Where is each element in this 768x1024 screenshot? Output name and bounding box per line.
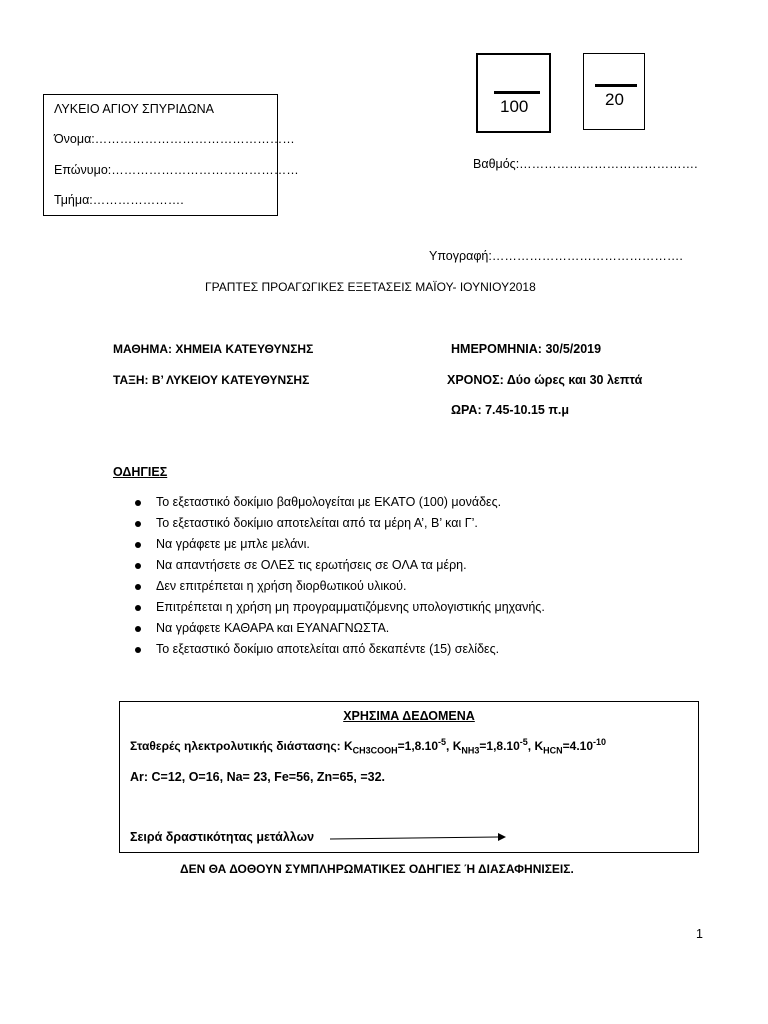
- list-item: Δεν επιτρέπεται η χρήση διορθωτικού υλικού.: [129, 576, 545, 597]
- score-box-scaled: [583, 53, 645, 130]
- bullet-icon: [135, 647, 141, 653]
- fraction-bar: [595, 84, 637, 87]
- useful-data-title: ΧΡΗΣΙΜΑ ΔΕΔΟΜΕΝΑ: [343, 709, 475, 723]
- activity-series-label: Σειρά δραστικότητας μετάλλων: [130, 830, 315, 844]
- student-info-box: [43, 94, 299, 216]
- exam-title: ΓΡΑΠΤΕΣ ΠΡΟΑΓΩΓΙΚΕΣ ΕΞΕΤΑΣΕΙΣ ΜΑΪΟΥ- ΙΟΥΝΙΟΥ2018: [205, 280, 536, 294]
- list-item: Επιτρέπεται η χρήση μη προγραμματιζόμενης υπολογιστικής μηχανής.: [129, 597, 545, 618]
- bullet-icon: [135, 542, 141, 548]
- bullet-icon: [135, 626, 141, 632]
- list-item: Το εξεταστικό δοκίμιο αποτελείται από δεκαπέντε (15) σελίδες.: [129, 639, 545, 660]
- list-item: Το εξεταστικό δοκίμιο αποτελείται από τα μέρη Α’, Β’ και Γ’.: [129, 513, 545, 534]
- bullet-icon: [135, 521, 141, 527]
- grade-line: Βαθμός:…………………………………….: [473, 157, 698, 171]
- duration-label: ΧΡΟΝΟΣ: Δύο ώρες και 30 λεπτά: [447, 373, 643, 387]
- bullet-icon: [135, 605, 141, 611]
- score-box-total: [476, 53, 551, 133]
- useful-data-box: [119, 701, 699, 853]
- instructions-list: [129, 492, 545, 660]
- list-item: Να γράφετε με μπλε μελάνι.: [129, 534, 545, 555]
- constants-line: Σταθερές ηλεκτρολυτικής διάστασης: $K_{CH3COOH}=1,8.10^{-5}$, $K_{NH3}=1,8.10^{-5}$, $K_{HCN}=4.10^{-10}$: [130, 737, 607, 756]
- score-scaled: 20: [605, 90, 624, 109]
- bullet-icon: [135, 500, 141, 506]
- instructions-heading: ΟΔΗΓΙΕΣ: [113, 465, 168, 479]
- bullet-icon: [135, 584, 141, 590]
- date-label: ΗΜΕΡΟΜΗΝΙΑ: 30/5/2019: [451, 342, 602, 356]
- atomic-masses: Ar: C=12, O=16, Na= 23, Fe=56, Zn=65, =32.: [130, 770, 386, 784]
- signature-line: Υπογραφή:……………………………………….: [429, 249, 683, 263]
- list-item: Να γράφετε ΚΑΘΑΡΑ και ΕΥΑΝΑΓΝΩΣΤΑ.: [129, 618, 545, 639]
- fraction-bar: [494, 91, 540, 94]
- last-name-field: Επώνυμο:………………………………………: [54, 163, 299, 177]
- arrow-icon: [330, 832, 506, 844]
- list-item: Να απαντήσετε σε ΟΛΕΣ τις ερωτήσεις σε ΟΛΑ τα μέρη.: [129, 555, 545, 576]
- first-name-field: Όνομα:…………………………………………: [54, 132, 295, 146]
- class-label: ΤΑΞΗ: Β’ ΛΥΚΕΙΟΥ ΚΑΤΕΥΘΥΝΣΗΣ: [113, 373, 310, 387]
- bullet-icon: [135, 563, 141, 569]
- score-total: 100: [500, 97, 529, 116]
- footer-note: ΔΕΝ ΘΑ ΔΟΘΟΥΝ ΣΥΜΠΛΗΡΩΜΑΤΙΚΕΣ ΟΔΗΓΙΕΣ Ή ΔΙΑΣΑΦΗΝΙΣΕΙΣ.: [180, 862, 574, 876]
- subject-label: ΜΑΘΗΜΑ: ΧΗΜΕΙΑ ΚΑΤΕΥΘΥΝΣΗΣ: [113, 342, 314, 356]
- time-label: ΩΡΑ: 7.45-10.15 π.μ: [451, 403, 570, 417]
- school-name: ΛΥΚΕΙΟ ΑΓΙΟΥ ΣΠΥΡΙΔΩΝΑ: [54, 102, 214, 116]
- section-field: Τμήμα:………………….: [54, 193, 184, 207]
- page-number: 1: [696, 927, 703, 941]
- list-item: Το εξεταστικό δοκίμιο βαθμολογείται με ΕΚΑΤΟ (100) μονάδες.: [129, 492, 545, 513]
